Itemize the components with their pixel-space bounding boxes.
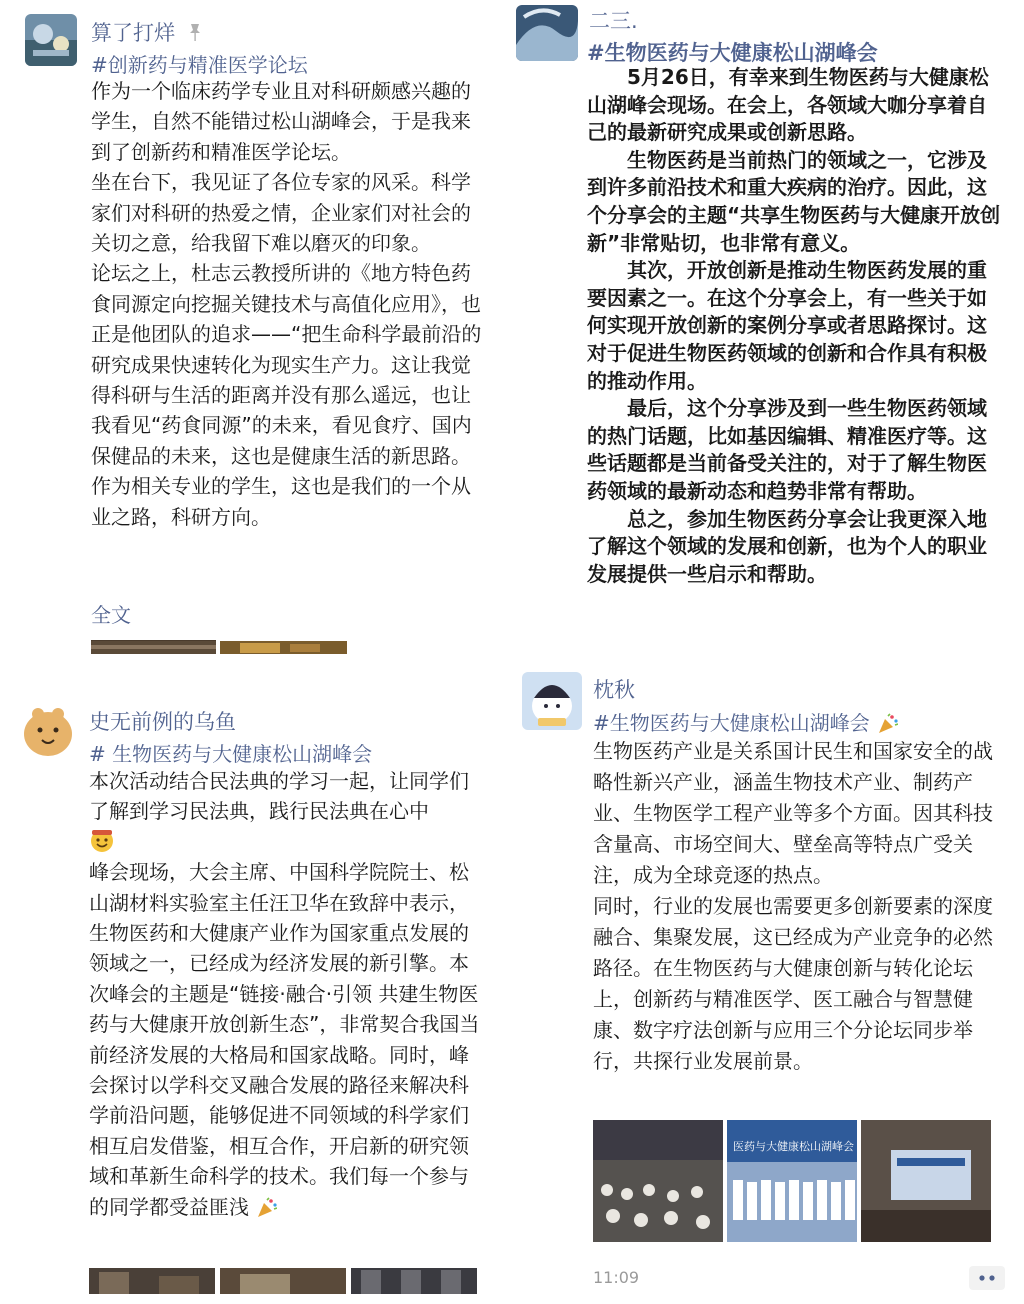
paragraph: 作为一个临床药学专业且对科研颇感兴趣的学生，自然不能错过松山湖峰会，于是我来到了创新药和精准医学论坛。	[91, 79, 471, 164]
paragraph: 生物医药是当前热门的领域之一，它涉及到许多前沿技术和重大疾病的治疗。因此，这个分享会的主题“共享生物医药与大健康开放创新”非常贴切，也非常有意义。	[587, 147, 1001, 255]
more-dots-icon[interactable]	[969, 1266, 1005, 1290]
username[interactable]: 枕秋	[593, 678, 635, 702]
photo-image	[727, 1120, 857, 1242]
avatar-image	[25, 14, 77, 66]
moment-post-4	[505, 660, 1024, 1304]
photo-thumbnail[interactable]	[351, 1268, 477, 1294]
photo-thumbnail[interactable]	[220, 1268, 346, 1294]
photo-thumbnail[interactable]	[89, 1268, 215, 1294]
pin-icon	[186, 21, 204, 43]
photo-image	[351, 1268, 477, 1294]
avatar-image	[516, 5, 578, 61]
avatar[interactable]	[25, 14, 77, 66]
post-text	[587, 64, 1005, 588]
photo-image	[593, 1120, 723, 1242]
photo-thumbnail[interactable]	[861, 1120, 991, 1242]
username[interactable]: 二三.	[589, 9, 638, 33]
party-popper-icon	[876, 712, 898, 734]
photo-thumbnail[interactable]	[91, 640, 216, 654]
smile-emoji-icon	[89, 827, 115, 853]
avatar-image	[18, 700, 78, 760]
more-dots-glyph	[969, 1266, 1005, 1290]
paragraph: 坐在台下，我见证了各位专家的风采。科学家们对科研的热爱之情，企业家们对社会的关切之意，给我留下难以磨灭的印象。	[91, 170, 471, 256]
paragraph: 最后，这个分享涉及到一些生物医药领域的热门话题，比如基因编辑、精准医疗等。这些话题都是当前备受关注的，对于了解生物医药领域的最新动态和趋势非常有帮助。	[587, 396, 987, 503]
avatar[interactable]	[522, 672, 582, 730]
full-text-link[interactable]: 全文	[91, 603, 131, 627]
moment-post-3	[0, 690, 505, 1304]
timestamp: 11:09	[593, 1268, 640, 1287]
photo-image	[861, 1120, 991, 1242]
username[interactable]: 算了打烊	[91, 17, 204, 47]
photo-thumbnail[interactable]	[727, 1120, 857, 1242]
post-text	[593, 736, 999, 1077]
paragraph: 5月26日，有幸来到生物医药与大健康松山湖峰会现场。在会上，各领域大咖分享着自己的最新研究成果或创新思路。	[587, 65, 989, 145]
avatar[interactable]	[516, 5, 578, 61]
photo-thumbnail[interactable]	[593, 1120, 723, 1242]
paragraph: 论坛之上，杜志云教授所讲的《地方特色药食同源定向挖掘关键技术与高值化应用》，也正是他团队的追求——“把生命科学最前沿的研究成果快速转化为现实生产力。这让我觉得科研与生活的距离并没有那么遥远，也让我看见“药食同源”的未来，看见食疗、国内保健品的未来，这也是健康生活的新思路。作为相关专业的学生，这也是我们的一个从业之路，科研方向。	[91, 261, 482, 529]
avatar[interactable]	[18, 700, 78, 760]
username[interactable]: 史无前例的乌鱼	[89, 710, 236, 734]
post-text	[91, 76, 487, 532]
party-popper-icon	[255, 1196, 277, 1218]
paragraph: 峰会现场，大会主席、中国科学院院士、松山湖材料实验室主任汪卫华在致辞中表示，生物医药和大健康产业作为国家重点发展的领域之一，已经成为经济发展的新引擎。本次峰会的主题是“链接·融合·引领 共建生物医药与大健康开放创新生态”，非常契合我国当前经济发展的大格局和国家战略。同时，峰会探讨以学科交叉融合发展的路径来解决科学前沿问题，能够促进不同领域的科学家们相互启发借鉴，相互合作，开启新的研究领域和革新生命科学的技术。我们每一个参与的同学都受益匪浅	[89, 860, 480, 1219]
paragraph: 生物医药产业是关系国计民生和国家安全的战略性新兴产业，涵盖生物技术产业、制药产业、生物医学工程产业等多个方面。因其科技含量高、市场空间大、壁垒高等特点广受关注，成为全球竞逐的热点。	[593, 739, 993, 887]
paragraph: 本次活动结合民法典的学习一起，让同学们了解到学习民法典，践行民法典在心中	[89, 766, 485, 857]
photo-image	[220, 1268, 346, 1294]
paragraph: 同时，行业的发展也需要更多创新要素的深度融合、集聚发展，这已经成为产业竞争的必然路径。在生物医药与大健康创新与转化论坛上，创新药与精准医学、医工融合与智慧健康、数字疗法创新与应用三个分论坛同步举行，共探行业发展前景。	[593, 894, 993, 1073]
paragraph: 其次，开放创新是推动生物医药发展的重要因素之一。在这个分享会上，有一些关于如何实现开放创新的案例分享或者思路探讨。这对于促进生物医药领域的创新和合作具有积极的推动作用。	[587, 258, 987, 393]
photo-image	[220, 641, 347, 654]
photo-image	[89, 1268, 215, 1294]
moment-post-2	[505, 0, 1024, 655]
paragraph: 总之，参加生物医药分享会让我更深入地了解这个领域的发展和创新，也为个人的职业发展提供一些启示和帮助。	[587, 506, 987, 586]
post-text	[89, 766, 485, 1222]
avatar-image	[522, 672, 582, 730]
photo-thumbnail[interactable]	[220, 640, 347, 654]
hashtag-link[interactable]: #生物医药与大健康松山湖峰会	[593, 707, 898, 736]
moment-post-1	[0, 0, 505, 660]
photo-image	[91, 641, 216, 654]
hashtag-link[interactable]: # 生物医药与大健康松山湖峰会	[89, 742, 373, 766]
hashtag-link[interactable]: #创新药与精准医学论坛	[91, 53, 308, 77]
photo-banner-text: 医药与大健康松山湖峰会	[733, 1140, 854, 1153]
hashtag-link[interactable]: #生物医药与大健康松山湖峰会	[587, 41, 878, 65]
